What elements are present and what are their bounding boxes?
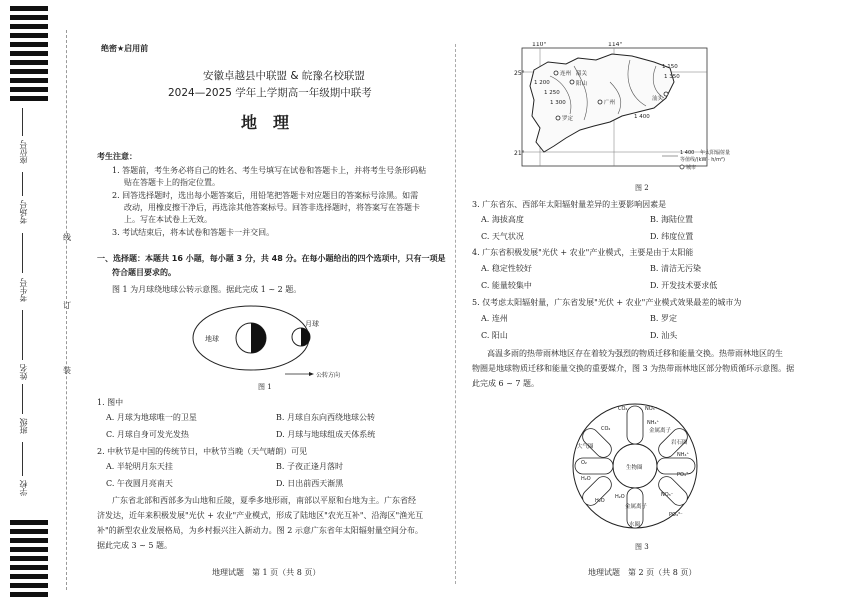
- barcode-stripe: [10, 592, 48, 597]
- q1-option-b[interactable]: B. 月球自东向西绕地球公转: [276, 413, 375, 422]
- section1-heading: 一、选择题：本题共 16 小题，每小题 3 分，共 48 分。在每小题给出的四个选项中，只有一项是: [97, 254, 446, 263]
- binding-char-xian: 线: [63, 233, 71, 242]
- city-marker-yangshan: [570, 80, 574, 84]
- city-label: 广州: [604, 100, 616, 106]
- barcode-stripe: [10, 87, 48, 92]
- barcode-stripe: [10, 6, 48, 11]
- city-marker-shantou: [664, 92, 668, 96]
- q1-option-a[interactable]: A. 月球为地球唯一的卫星: [106, 413, 197, 422]
- legend-city: 城市: [686, 165, 697, 171]
- legend-city-icon: [680, 165, 684, 169]
- q5-stem: 5. 仅考虑太阳辐射量，广东省发展"光伏 + 农业"产业模式效果最差的城市为: [472, 298, 742, 307]
- moon-label: 月球: [305, 320, 319, 328]
- q4-stem: 4. 广东省积极发展"光伏 + 农业"产业模式，主要是由于太阳能: [472, 248, 694, 257]
- legend-value: 1 400: [680, 150, 695, 156]
- city-label: 阳山: [576, 81, 588, 87]
- figure3-caption: 图 3: [635, 543, 649, 551]
- barcode-stripe: [10, 556, 48, 561]
- city-label: 韶关: [576, 71, 588, 77]
- figure2-caption: 图 2: [635, 184, 649, 192]
- passage1-line: 广东省北部和西部多为山地和丘陵，夏季多地形雨，南部以平原和台地为主。广东省经: [112, 496, 416, 505]
- passage1-line: 济发达，近年来积极发展"光伏 + 农业"产业模式，形成了陆地区"农光互补"、沿海区"渔光互: [97, 511, 424, 520]
- contour-label: 1 350: [664, 74, 680, 80]
- contour-label: 1 250: [544, 90, 560, 96]
- q5-option-b[interactable]: B. 罗定: [650, 314, 677, 323]
- chem-label: NH₄⁺: [647, 420, 660, 426]
- barcode-stripe: [10, 78, 48, 83]
- city-marker-lianzhou: [554, 71, 558, 75]
- barcode-stripe: [10, 51, 48, 56]
- notes-title: 考生注意：: [97, 152, 137, 161]
- note-line: 上。写在本试卷上无效。: [124, 215, 212, 224]
- chem-label: PO₄³⁻: [677, 472, 691, 478]
- figure1-caption: 图 1: [258, 383, 272, 391]
- barcode-stripe: [10, 565, 48, 570]
- q1-option-c[interactable]: C. 月球自身可发光发热: [106, 430, 189, 439]
- fill-line: [22, 442, 23, 476]
- lat-label: 25°: [514, 70, 525, 77]
- city-label: 汕头: [652, 96, 664, 102]
- binding-char-ding: 订: [63, 301, 71, 310]
- fill-line: [22, 310, 23, 360]
- q2-stem: 2. 中秋节是中国的传统节日，中秋节当晚（天气晴朗）可见: [97, 447, 308, 456]
- barcode-stripe: [10, 574, 48, 579]
- seat-number-label: 座位号: [19, 140, 28, 164]
- chem-label: CO₂: [618, 406, 628, 412]
- exam-title: 2024—2025 学年上学期高一年级期中联考: [168, 87, 372, 99]
- atmosphere-label: 大气圈: [577, 444, 594, 450]
- barcode-stripe: [10, 60, 48, 65]
- earth-night-side: [251, 323, 266, 353]
- chem-label: CO₂: [601, 426, 611, 432]
- note-line: 贴在答题卡上的指定位置。: [124, 178, 220, 187]
- earth-label: 地球: [205, 335, 219, 343]
- chem-label: NO₃⁻: [645, 406, 658, 412]
- water-label: 水圈: [629, 522, 641, 528]
- page-divider: [455, 44, 456, 584]
- passage2-line: 高温多雨的热带雨林地区存在着较为强烈的物质迁移和能量交换。热带雨林地区的生: [487, 349, 783, 358]
- chem-label: NO₃⁻: [661, 492, 674, 498]
- class-label: 班级: [19, 418, 28, 434]
- q4-option-c[interactable]: C. 能量较集中: [481, 281, 532, 290]
- school-label: 学校: [19, 480, 28, 496]
- barcode-stripe: [10, 583, 48, 588]
- legend-unit: 等值线/(kW · h/m²): [680, 157, 725, 163]
- chem-label: H₂O: [615, 494, 625, 500]
- barcode-stripe: [10, 529, 48, 534]
- rock-label: 岩石圈: [671, 440, 688, 446]
- q4-option-d[interactable]: D. 开发技术要求低: [650, 281, 718, 290]
- chem-label: H₂O: [595, 498, 605, 504]
- figure1-diagram: [185, 300, 345, 395]
- figure2-map: [514, 42, 754, 177]
- fill-line: [22, 233, 23, 273]
- lon-label: 114°: [608, 42, 623, 48]
- q1-option-d[interactable]: D. 月球与地球组成天体系统: [276, 430, 376, 439]
- barcode-stripe: [10, 538, 48, 543]
- q3-option-c[interactable]: C. 天气状况: [481, 232, 524, 241]
- barcode-stripe: [10, 96, 48, 101]
- q3-option-d[interactable]: D. 纬度位置: [650, 232, 694, 241]
- note-line: 改动，用橡皮擦干净后，再选涂其他答案标号。回答非选择题时，将答案写在答题卡: [124, 203, 420, 212]
- passage1-line: 补"的新型农业发展格局，为乡村振兴注入新动力。图 2 示意广东省年太阳辐射量空间分布。: [97, 526, 423, 535]
- q2-option-c[interactable]: C. 午夜圆月亮南天: [106, 479, 173, 488]
- q5-option-a[interactable]: A. 连州: [481, 314, 508, 323]
- q3-option-b[interactable]: B. 海陆位置: [650, 215, 693, 224]
- section1-heading-cont: 符合题目要求的。: [112, 268, 176, 277]
- fill-line: [22, 172, 23, 196]
- barcode-stripe: [10, 24, 48, 29]
- chem-label: O₂: [581, 460, 587, 466]
- contour-label: 1 150: [662, 64, 678, 70]
- city-marker-luoding: [556, 116, 560, 120]
- q3-option-a[interactable]: A. 海拔高度: [481, 215, 524, 224]
- union-title: 安徽卓越县中联盟 & 皖豫名校联盟: [203, 70, 365, 82]
- exam-room-label: 考场号: [19, 200, 28, 224]
- q2-option-b[interactable]: B. 子夜正逢月落时: [276, 462, 343, 471]
- passage1-line: 据此完成 3 ~ 5 题。: [97, 541, 173, 550]
- lon-label: 110°: [532, 42, 547, 48]
- contour-label: 1 300: [550, 100, 566, 106]
- chem-label: PO₄³⁻: [669, 512, 683, 518]
- q4-option-a[interactable]: A. 稳定性较好: [481, 264, 532, 273]
- secret-mark: 绝密★启用前: [101, 44, 149, 53]
- direction-label: 公转方向: [316, 372, 341, 379]
- note-line: 3. 考试结束后，将本试卷和答题卡一并交回。: [112, 228, 275, 237]
- barcode-stripe: [10, 547, 48, 552]
- contour-label: 1 200: [534, 80, 550, 86]
- name-label: 姓名: [19, 364, 28, 380]
- q1-stem: 1. 图中: [97, 398, 124, 407]
- candidate-number-label: 考生号: [19, 278, 28, 302]
- note-line: 1. 答题前，考生务必将自己的姓名、考生号填写在试卷和答题卡上，并将考生号条形码粘: [112, 166, 427, 175]
- q4-option-b[interactable]: B. 清洁无污染: [650, 264, 701, 273]
- chem-label: H₂O: [581, 476, 591, 482]
- q3-stem: 3. 广东省东、西部年太阳辐射量差异的主要影响因素是: [472, 200, 667, 209]
- barcode-stripe: [10, 33, 48, 38]
- note-line: 2. 回答选择题时，选出每小题答案后，用铅笔把答题卡对应题目的答案标号涂黑。如需: [112, 191, 419, 200]
- city-marker-guangzhou: [598, 100, 602, 104]
- fill-line: [22, 108, 23, 136]
- binding-char-zhuang: 装: [63, 366, 71, 375]
- q2-option-d[interactable]: D. 日出前西天渐黑: [276, 479, 344, 488]
- chem-label: NH₄⁺: [677, 452, 690, 458]
- subject-title: 地 理: [241, 113, 290, 132]
- city-label: 罗定: [562, 116, 574, 122]
- passage2-line: 此完成 6 ~ 7 题。: [472, 379, 540, 388]
- q5-option-d[interactable]: D. 汕头: [650, 331, 678, 340]
- city-label: 连州: [560, 71, 572, 77]
- biosphere-label: 生物圈: [626, 465, 643, 471]
- barcode-stripe: [10, 15, 48, 20]
- barcode-stripe: [10, 42, 48, 47]
- barcode-stripe: [10, 520, 48, 525]
- q5-option-c[interactable]: C. 阳山: [481, 331, 508, 340]
- footer-page2: 地理试题 第 2 页（共 8 页）: [588, 568, 697, 577]
- metal-ion-label: 金属离子: [649, 428, 672, 434]
- passage2-line: 物圈是地球物质迁移和能量交换的重要媒介，图 3 为热带雨林地区部分物质循环示意图。据: [472, 364, 795, 373]
- q2-option-a[interactable]: A. 半轮明月东天挂: [106, 462, 173, 471]
- barcode-stripe: [10, 69, 48, 74]
- footer-page1: 地理试题 第 1 页（共 8 页）: [212, 568, 321, 577]
- figure3-diagram: [565, 398, 705, 536]
- q1-2-intro: 图 1 为月球绕地球公转示意图。据此完成 1 ~ 2 题。: [112, 285, 302, 294]
- fill-line: [22, 384, 23, 414]
- metal-ion-label: 金属离子: [625, 504, 648, 510]
- lat-label: 21°: [514, 150, 525, 157]
- contour-label: 1 400: [634, 114, 650, 120]
- legend-title: 年太阳辐射量: [700, 150, 731, 156]
